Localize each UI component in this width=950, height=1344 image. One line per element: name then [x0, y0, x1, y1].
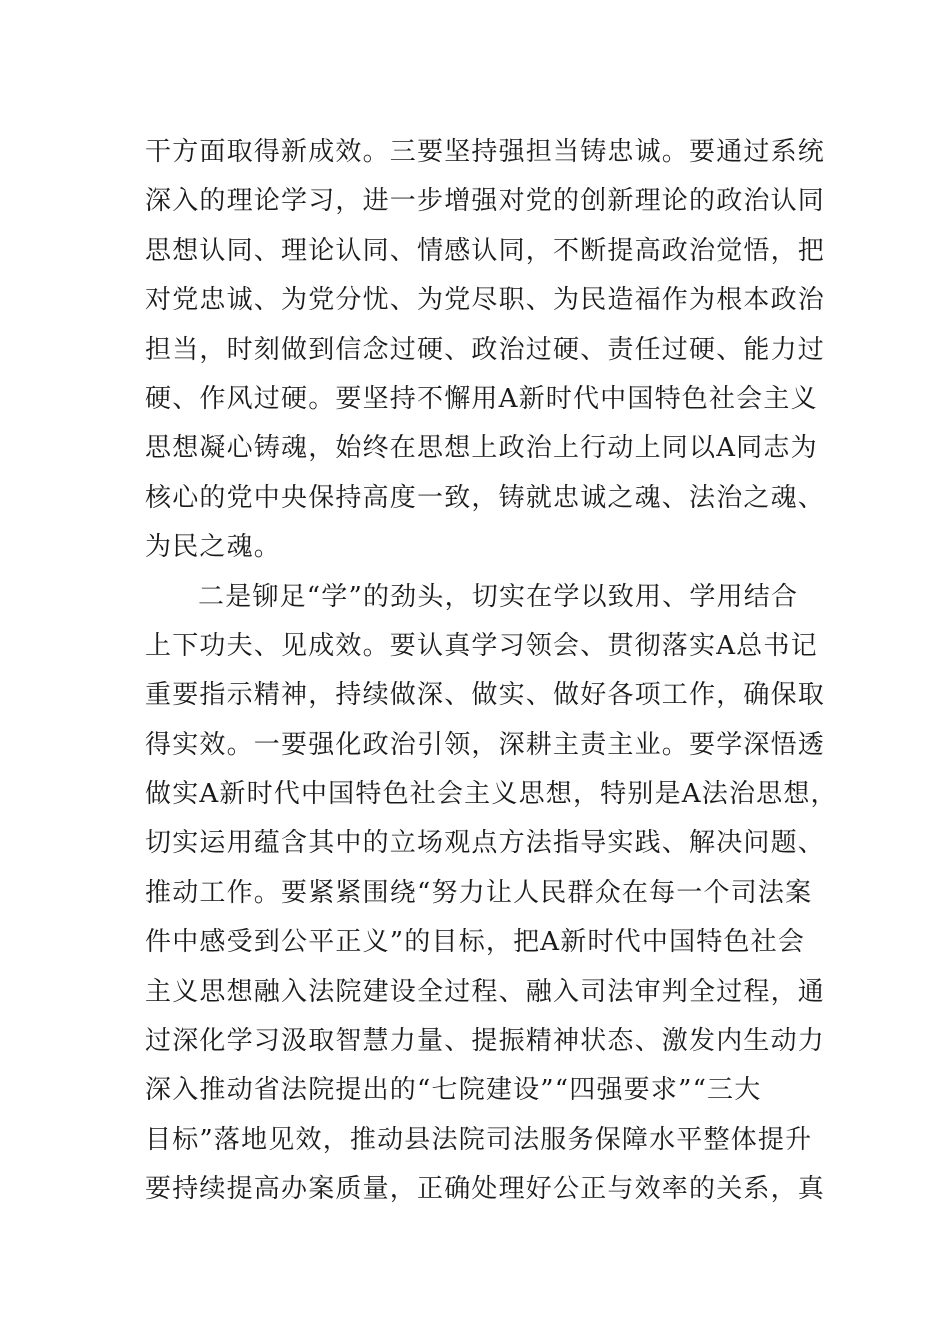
- text-line: 对党忠诚、为党分忧、为党尽职、为民造福作为根本政治: [145, 285, 826, 316]
- text-line: 切实运用蕴含其中的立场观点方法指导实践、解决问题、: [145, 828, 826, 859]
- text-line: 过深化学习汲取智慧力量、提振精神状态、激发内生动力: [145, 1026, 826, 1057]
- text-line: 核心的党中央保持高度一致，铸就忠诚之魂、法治之魂、: [145, 482, 826, 513]
- text-line: 思想认同、理论认同、情感认同，不断提高政治觉悟，把: [145, 235, 826, 266]
- text-line: 推动工作。要紧紧围绕“努力让人民群众在每一个司法案: [145, 877, 813, 908]
- text-line: 硬、作风过硬。要坚持不懈用A新时代中国特色社会主义: [145, 383, 818, 414]
- text-line: 为民之魂。: [145, 532, 282, 563]
- body-text: [145, 128, 838, 1215]
- text-line: 主义思想融入法院建设全过程、融入司法审判全过程，通: [145, 976, 826, 1007]
- text-line: 上下功夫、见成效。要认真学习领会、贯彻落实A总书记: [145, 630, 818, 661]
- text-line: 担当，时刻做到信念过硬、政治过硬、责任过硬、能力过: [145, 334, 826, 365]
- text-line: 做实A新时代中国特色社会主义思想，特别是A法治思想，: [145, 779, 838, 810]
- text-line: 目标”落地见效，推动县法院司法服务保障水平整体提升: [145, 1124, 813, 1155]
- text-line: 重要指示精神，持续做深、做实、做好各项工作，确保取: [145, 680, 826, 711]
- paragraph-start-line: 二是铆足“学”的劲头，切实在学以致用、学用结合: [198, 581, 799, 612]
- text-line: 干方面取得新成效。三要坚持强担当铸忠诚。要通过系统: [145, 137, 826, 167]
- text-line: 要持续提高办案质量，正确处理好公正与效率的关系，真: [145, 1174, 826, 1205]
- text-line: 件中感受到公平正义”的目标，把A新时代中国特色社会: [145, 927, 806, 958]
- text-line: 得实效。一要强化政治引领，深耕主责主业。要学深悟透: [145, 729, 826, 760]
- text-line: 深入的理论学习，进一步增强对党的创新理论的政治认同: [145, 186, 826, 217]
- text-line: 思想凝心铸魂，始终在思想上政治上行动上同以A同志为: [145, 433, 818, 464]
- text-line: 深入推动省法院提出的“七院建设”“四强要求”“三大: [145, 1075, 762, 1106]
